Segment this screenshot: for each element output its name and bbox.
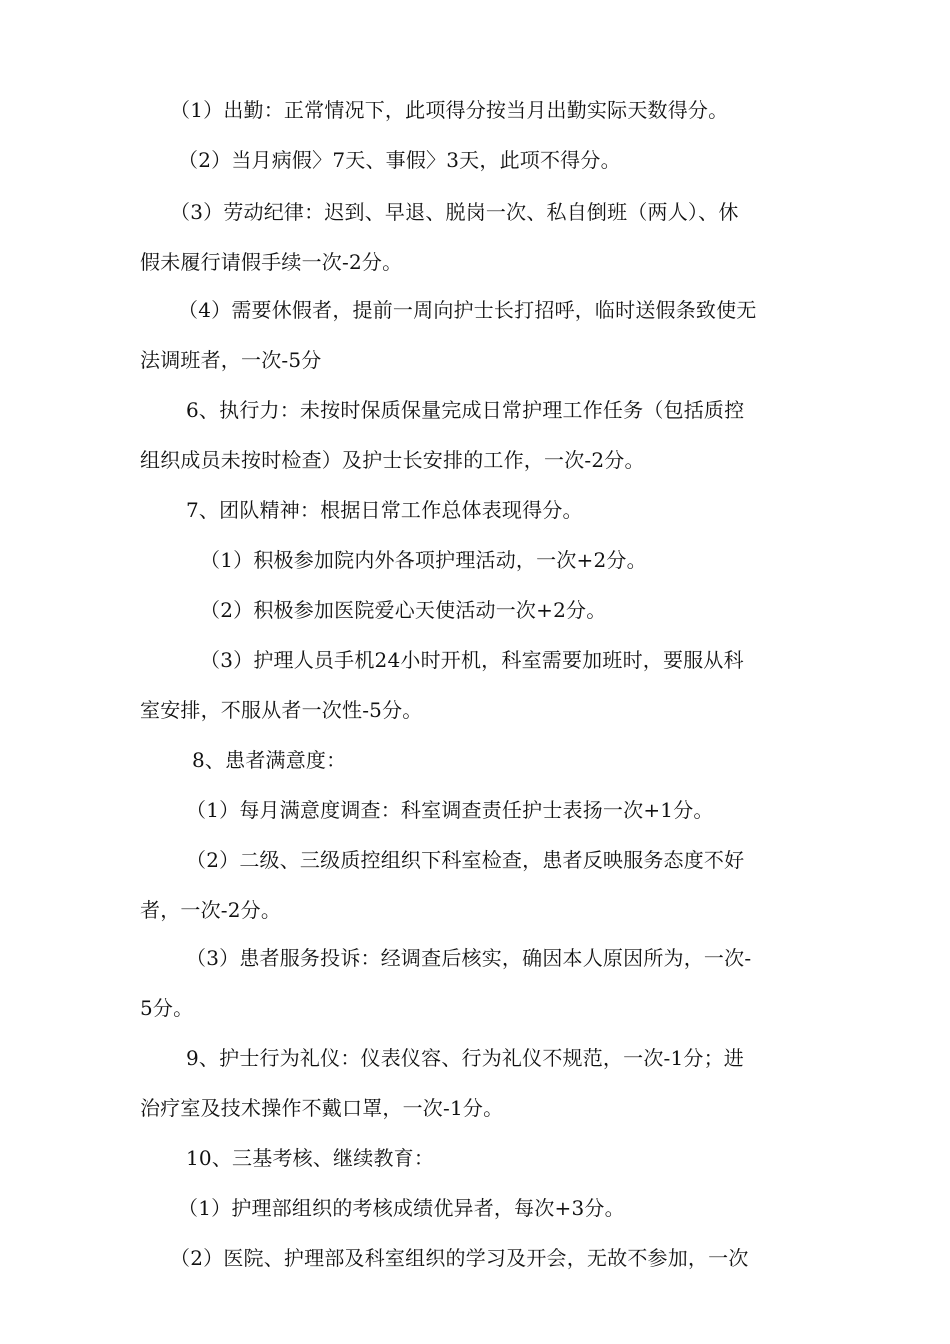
text-line-12: （3）护理人员手机24小时开机，科室需要加班时，要服从科 (200, 648, 744, 672)
text-line-11: （2）积极参加医院爱心天使活动一次+2分。 (200, 598, 607, 622)
text-line-8: 组织成员未按时检查）及护士长安排的工作，一次-2分。 (140, 448, 645, 472)
text-line-1: （1）出勤：正常情况下，此项得分按当月出勤实际天数得分。 (170, 98, 729, 122)
text-line-5: （4）需要休假者，提前一周向护士长打招呼，临时送假条致使无 (178, 298, 757, 322)
text-line-15: （1）每月满意度调查：科室调查责任护士表扬一次+1分。 (186, 798, 714, 822)
text-line-10: （1）积极参加院内外各项护理活动，一次+2分。 (200, 548, 647, 572)
text-line-2: （2）当月病假〉7天、事假〉3天，此项不得分。 (178, 148, 621, 172)
text-line-22: 10、三基考核、继续教育： (186, 1146, 435, 1170)
text-line-20: 9、护士行为礼仪：仪表仪容、行为礼仪不规范，一次-1分；进 (186, 1046, 745, 1070)
text-line-23: （1）护理部组织的考核成绩优异者，每次+3分。 (178, 1196, 625, 1220)
text-line-9: 7、团队精神：根据日常工作总体表现得分。 (186, 498, 583, 522)
text-line-24: （2）医院、护理部及科室组织的学习及开会，无故不参加，一次 (170, 1246, 749, 1270)
text-line-14: 8、患者满意度： (192, 748, 347, 772)
text-line-21: 治疗室及技术操作不戴口罩，一次-1分。 (140, 1096, 504, 1120)
text-line-19: 5分。 (140, 996, 194, 1020)
text-line-13: 室安排，不服从者一次性-5分。 (140, 698, 423, 722)
text-line-7: 6、执行力：未按时保质保量完成日常护理工作任务（包括质控 (186, 398, 745, 422)
text-line-18: （3）患者服务投诉：经调查后核实，确因本人原因所为，一次- (186, 946, 752, 970)
text-line-16: （2）二级、三级质控组织下科室检查，患者反映服务态度不好 (186, 848, 745, 872)
text-line-4: 假未履行请假手续一次-2分。 (140, 250, 403, 274)
text-line-17: 者，一次-2分。 (140, 898, 282, 922)
text-line-3: （3）劳动纪律：迟到、早退、脱岗一次、私自倒班（两人）、休 (170, 200, 739, 224)
text-line-6: 法调班者，一次-5分 (140, 348, 322, 372)
